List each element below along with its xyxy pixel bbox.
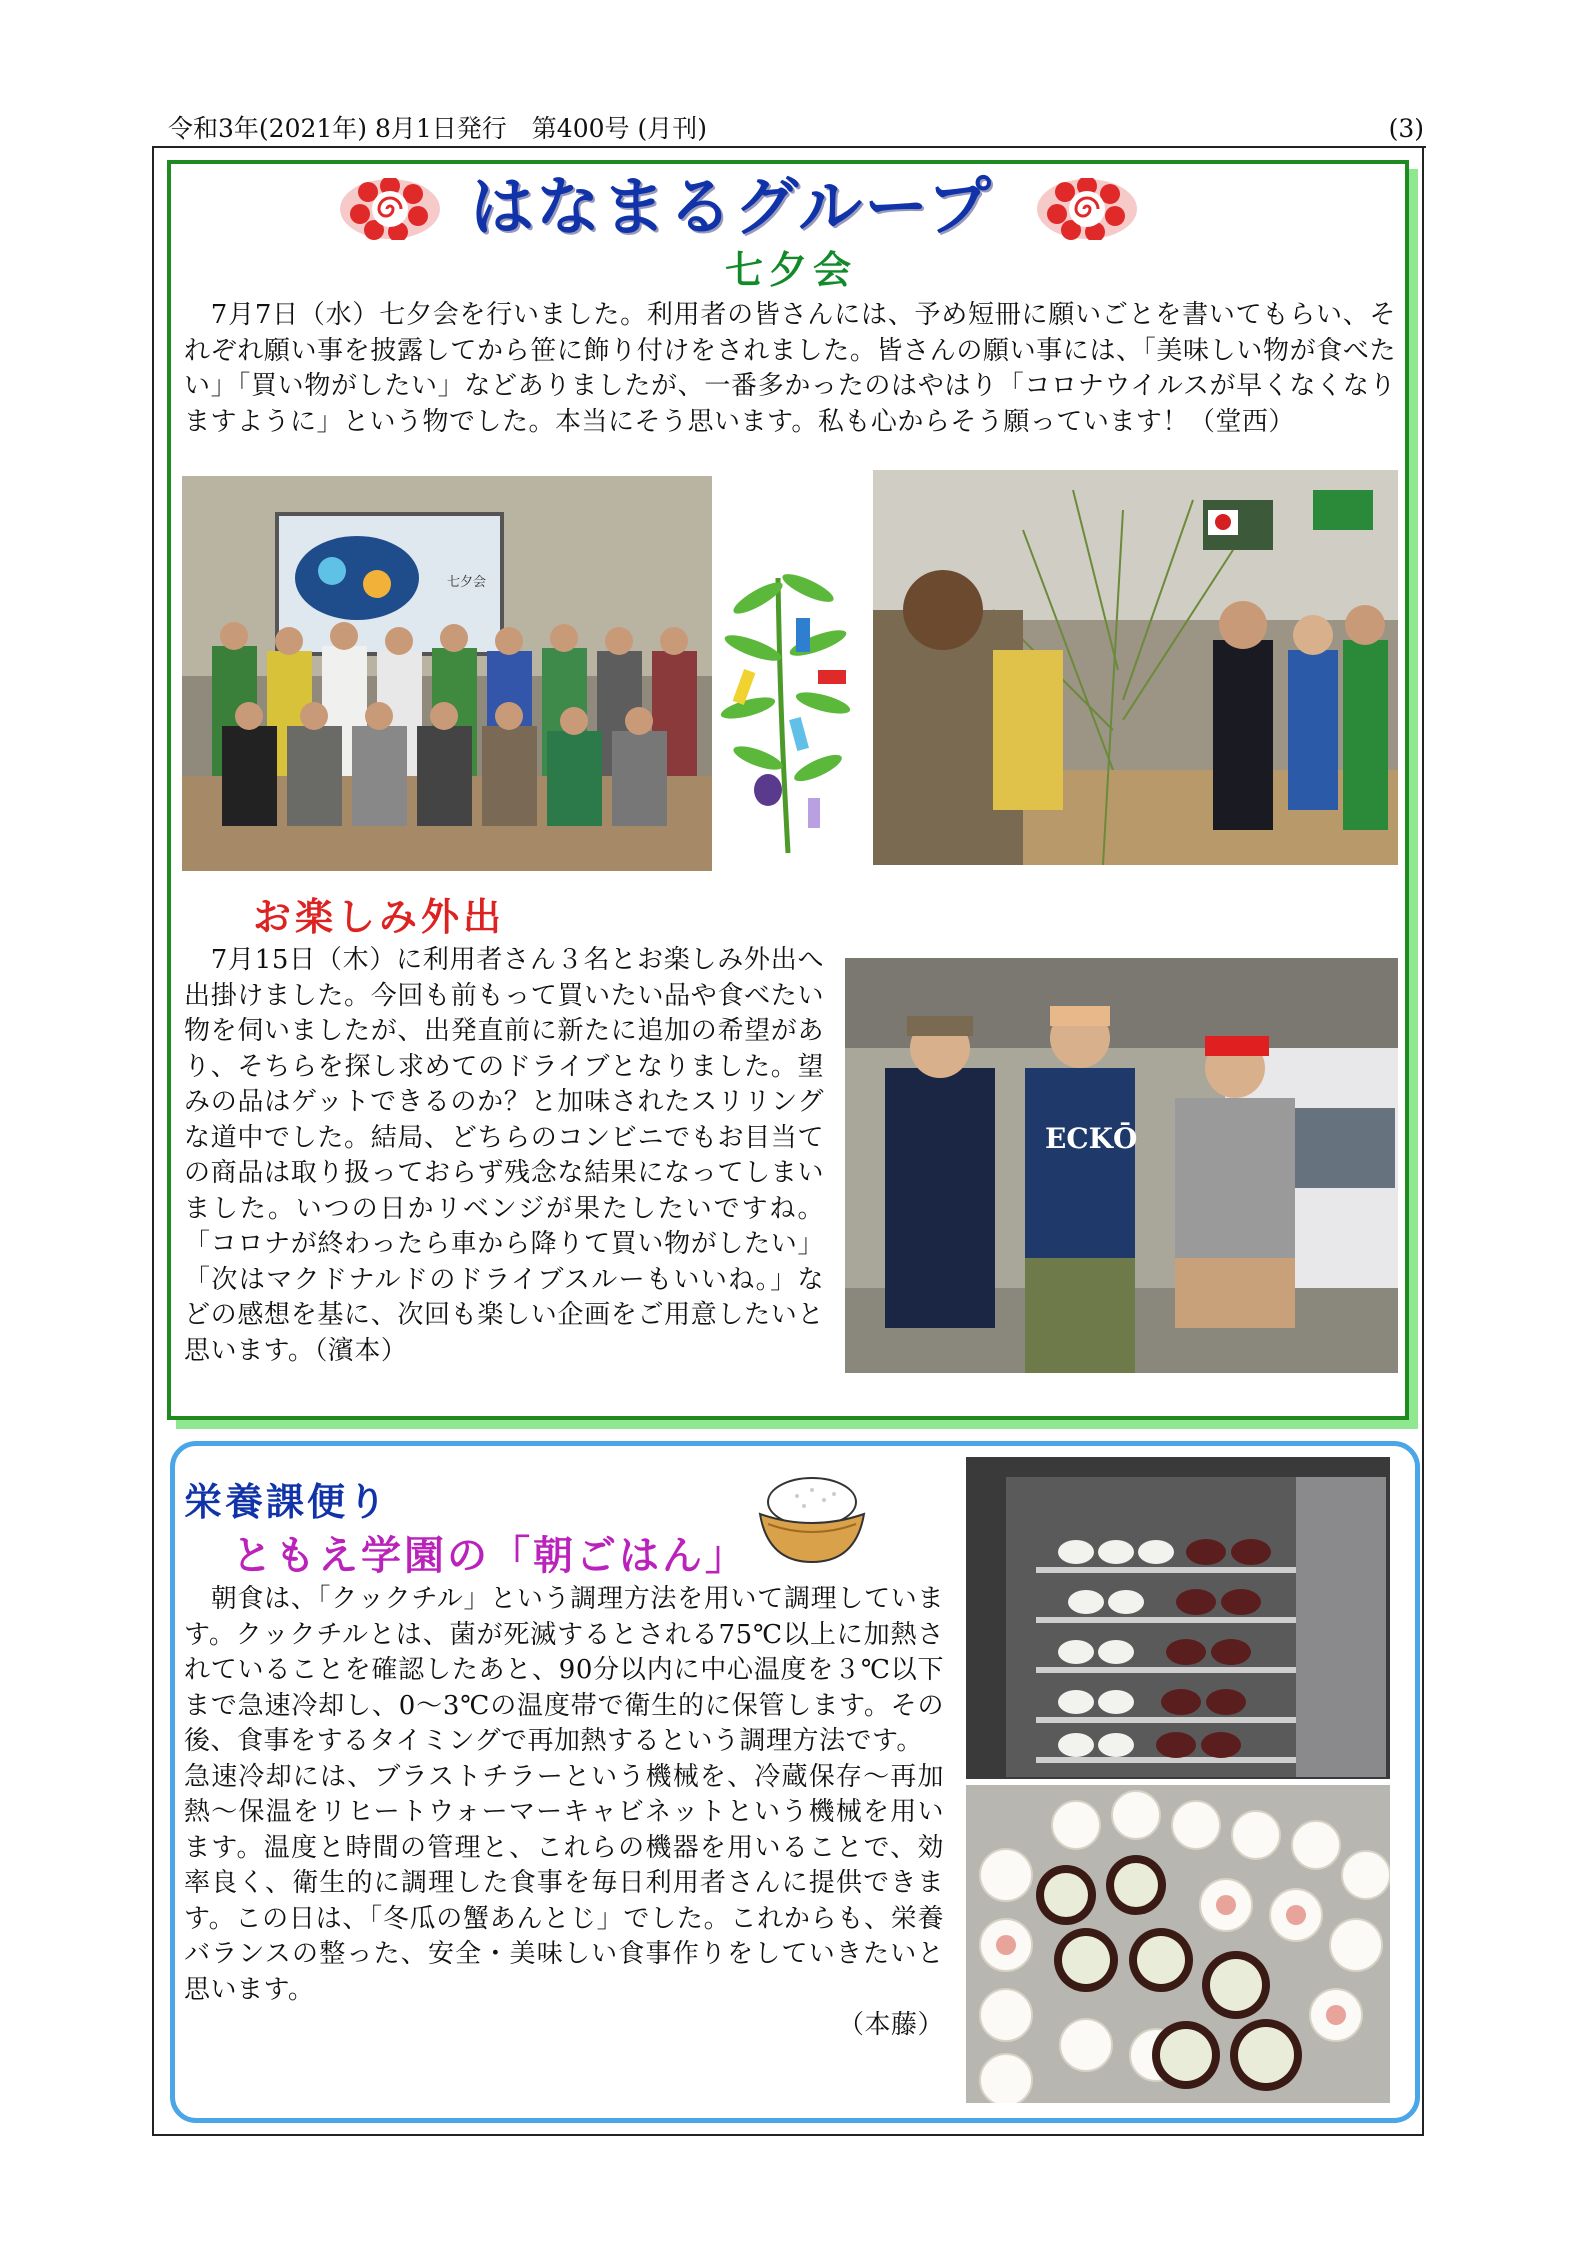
screen-title: 七夕会 bbox=[447, 575, 487, 590]
decorating-photo bbox=[873, 470, 1398, 865]
group-title: はなまるグループ bbox=[470, 171, 993, 245]
breakfast-heading: ともえ学園の「朝ごはん」 bbox=[232, 1533, 748, 1579]
issue-info: 令和3年(2021年) 8月1日発行 第400号 (月刊) bbox=[168, 114, 707, 143]
nutrition-author: （本藤） bbox=[837, 2010, 944, 2040]
outing-heading: お楽しみ外出 bbox=[253, 895, 506, 939]
tanabata-heading: 七夕会 bbox=[725, 248, 858, 292]
bowls-photo bbox=[966, 1785, 1390, 2103]
flower-icon bbox=[1035, 178, 1139, 240]
page-number: (3) bbox=[1388, 114, 1424, 143]
nutrition-body: 朝食は、「クックチル」という調理方法を用いて調理しています。クックチルとは、菌が死滅するとされる75℃以上に加熱されていることを確認したあと、90分以内に中心温度を３℃以下まで急速冷却し、0〜3℃の温度帯で衛生的に保管します。その後、食事をするタイミングで再加熱するという調理方法です。 急速冷却には、ブラストチラーという機械を、冷蔵保存〜再加熱〜保温をリヒートウォーマーキャビネットという機械を用います。温度と時間の管理と、これらの機器を用いることで、効率良く、衛生的に調理した食事を毎日利用者さんに提供できます。この日は、「冬瓜の蟹あんとじ」でした。これからも、栄養バランスの整った、安全・美味しい食事作りをしていきたいと思います。 bbox=[184, 1584, 944, 2005]
tanabata-text: 7月7日（水）七夕会を行いました。利用者の皆さんには、予め短冊に願いごとを書いてもらい、それぞれ願い事を披露してから笹に飾り付けをされました。皆さんの願い事には、「美味しい物が食べたい」「買い物がしたい」などありましたが、一番多かったのはやはり「コロナウイルスが早くなくなりますように」という物でした。本当にそう思います。私も心からそう願っています！（堂西） bbox=[184, 300, 1396, 437]
flower-icon bbox=[338, 178, 442, 240]
shirt-text: ECKŌ bbox=[1045, 1122, 1138, 1155]
page-header bbox=[168, 112, 1424, 146]
cabinet-photo bbox=[966, 1457, 1390, 1779]
outing-photo bbox=[845, 958, 1398, 1373]
outing-text: 7月15日（木）に利用者さん３名とお楽しみ外出へ出掛けました。今回も前もって買いたい品や食べたい物を伺いましたが、出発直前に新たに追加の希望があり、そちらを探し求めてのドライブとなりました。望みの品はゲットできるのか？と加味されたスリリングな道中でした。結局、どちらのコンビニでもお目当ての商品は取り扱っておらず残念な結果になってしまいました。いつの日かリベンジが果たしたいですね。「コロナが終わったら車から降りて買い物がしたい」「次はマクドナルドのドライブスルーもいいね。」などの感想を基に、次回も楽しい企画をご用意したいと思います。（濱本） bbox=[184, 945, 824, 1366]
rice-bowl-icon bbox=[752, 1472, 872, 1568]
nutrition-heading: 栄養課便り bbox=[184, 1480, 390, 1524]
nutrition-text bbox=[184, 1582, 944, 2102]
tanabata-bamboo-illustration bbox=[718, 558, 866, 858]
group-photo bbox=[182, 476, 712, 871]
